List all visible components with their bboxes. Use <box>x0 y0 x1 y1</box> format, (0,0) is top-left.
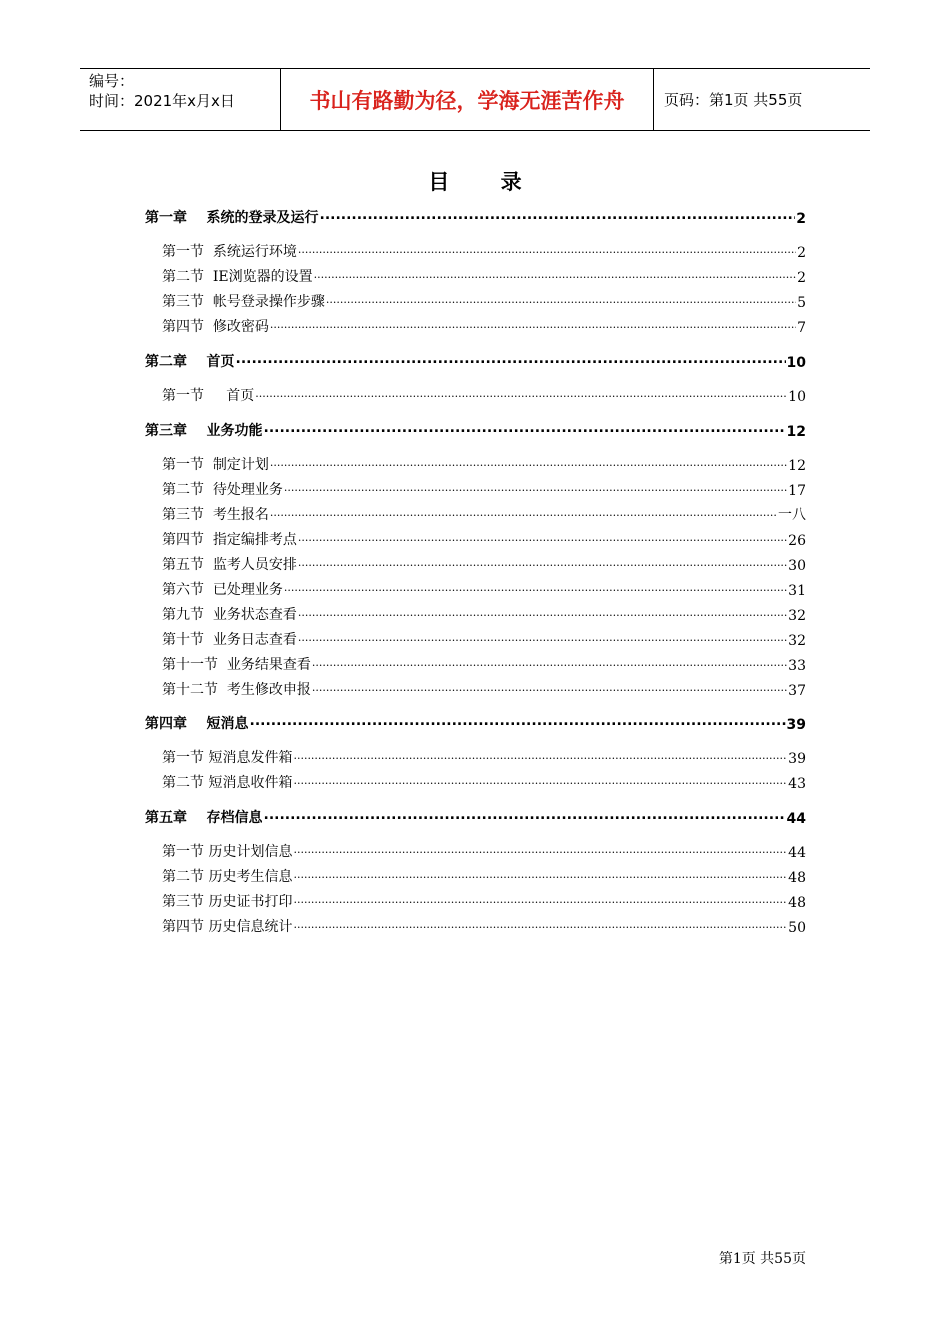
toc-dot-leader <box>298 529 787 545</box>
toc-dot-leader <box>270 454 787 470</box>
toc-entry-title: 第三章 业务功能 <box>145 423 263 439</box>
toc-section-entry[interactable] <box>162 479 806 499</box>
toc-section-entry[interactable] <box>162 841 806 861</box>
toc-dot-leader <box>284 579 787 595</box>
toc-entry-title: 第四节 历史信息统计 <box>162 919 293 935</box>
toc-section-entry[interactable] <box>162 291 806 311</box>
toc-page-number: 48 <box>788 895 806 911</box>
toc-page-number: 2 <box>797 245 806 261</box>
toc-page-number: 2 <box>796 211 806 227</box>
time-label: 时间：2021年x月x日 <box>89 92 235 110</box>
toc-section-entry[interactable] <box>162 266 806 286</box>
toc-dot-leader <box>298 604 787 620</box>
toc-section-entry[interactable] <box>162 579 806 599</box>
toc-dot-leader <box>250 713 786 729</box>
toc-entry-title: 第三节 历史证书打印 <box>162 894 293 910</box>
document-header <box>80 68 870 131</box>
toc-section-entry[interactable] <box>162 504 806 524</box>
header-motto: 书山有路勤为径，学海无涯苦作舟 <box>281 69 654 130</box>
toc-chapter-entry[interactable] <box>145 351 806 371</box>
toc-dot-leader <box>312 654 787 670</box>
toc-page-number: 2 <box>797 270 806 286</box>
toc-section-entry[interactable] <box>162 604 806 624</box>
toc-page-number: 12 <box>786 424 806 440</box>
toc-page-number: 7 <box>797 320 806 336</box>
toc-chapter-entry[interactable] <box>145 807 806 827</box>
toc-page-number: 32 <box>788 633 806 649</box>
toc-entry-title: 第五节 监考人员安排 <box>162 557 297 573</box>
toc-page-number: 26 <box>788 533 806 549</box>
toc-entry-title: 第二章 首页 <box>145 354 235 370</box>
toc-entry-title: 第四节 指定编排考点 <box>162 532 297 548</box>
toc-dot-leader <box>314 266 796 282</box>
toc-dot-leader <box>270 316 796 332</box>
toc-entry-title: 第五章 存档信息 <box>145 810 263 826</box>
toc-page-number: 10 <box>788 389 806 405</box>
toc-dot-leader <box>264 420 786 436</box>
toc-entry-title: 第三节 考生报名 <box>162 507 269 523</box>
toc-page-number: 30 <box>788 558 806 574</box>
toc-dot-leader <box>236 351 786 367</box>
toc-section-entry[interactable] <box>162 916 806 936</box>
toc-section-entry[interactable] <box>162 747 806 767</box>
toc-section-entry[interactable] <box>162 629 806 649</box>
number-label: 编号： <box>89 72 135 90</box>
header-page-label: 页码：第1页 共55页 <box>664 91 803 109</box>
toc-entry-title: 第二节 待处理业务 <box>162 482 283 498</box>
toc-section-entry[interactable] <box>162 385 806 405</box>
toc-chapter-entry[interactable] <box>145 207 806 227</box>
toc-page-number: 一八 <box>778 507 806 523</box>
toc-page-number: 37 <box>788 683 806 699</box>
toc-page-number: 31 <box>788 583 806 599</box>
toc-dot-leader <box>293 891 787 907</box>
header-meta <box>80 69 281 130</box>
toc-page-number: 50 <box>788 920 806 936</box>
toc-section-entry[interactable] <box>162 866 806 886</box>
toc-title: 目 录 <box>428 170 544 194</box>
toc-entry-title: 第十节 业务日志查看 <box>162 632 297 648</box>
toc-entry-title: 第十一节 业务结果查看 <box>162 657 311 673</box>
toc-section-entry[interactable] <box>162 772 806 792</box>
toc-entry-title: 第一节 系统运行环境 <box>162 244 297 260</box>
toc-dot-leader <box>298 554 787 570</box>
toc-entry-title: 第一节 制定计划 <box>162 457 269 473</box>
toc-section-entry[interactable] <box>162 454 806 474</box>
toc-entry-title: 第一章 系统的登录及运行 <box>145 210 319 226</box>
toc-entry-title: 第二节 IE浏览器的设置 <box>162 269 313 285</box>
toc-chapter-entry[interactable] <box>145 713 806 733</box>
toc-entry-title: 第四节 修改密码 <box>162 319 269 335</box>
toc-section-entry[interactable] <box>162 679 806 699</box>
toc-entry-title: 第一节 短消息发件箱 <box>162 750 293 766</box>
toc-dot-leader <box>326 291 796 307</box>
toc-entry-title: 第六节 已处理业务 <box>162 582 283 598</box>
toc-entry-title: 第一节 首页 <box>162 388 255 404</box>
toc-page-number: 12 <box>788 458 806 474</box>
toc-entry-title: 第三节 帐号登录操作步骤 <box>162 294 325 310</box>
toc-page-number: 39 <box>786 717 806 733</box>
toc-section-entry[interactable] <box>162 316 806 336</box>
toc-page-number: 44 <box>788 845 806 861</box>
toc-dot-leader <box>293 772 787 788</box>
toc-dot-leader <box>284 479 787 495</box>
toc-section-entry[interactable] <box>162 241 806 261</box>
toc-page-number: 39 <box>788 751 806 767</box>
toc-dot-leader <box>293 841 787 857</box>
toc-entry-title: 第四章 短消息 <box>145 716 249 732</box>
toc-page-number: 32 <box>788 608 806 624</box>
toc-dot-leader <box>293 866 787 882</box>
toc-dot-leader <box>293 916 787 932</box>
toc-dot-leader <box>264 807 786 823</box>
toc-section-entry[interactable] <box>162 654 806 674</box>
toc-entry-title: 第二节 短消息收件箱 <box>162 775 293 791</box>
toc-dot-leader <box>320 207 796 223</box>
toc-entry-title: 第一节 历史计划信息 <box>162 844 293 860</box>
toc-dot-leader <box>293 747 787 763</box>
toc-page-number: 17 <box>788 483 806 499</box>
toc-page-number: 33 <box>788 658 806 674</box>
toc-page-number: 10 <box>786 355 806 371</box>
toc-section-entry[interactable] <box>162 554 806 574</box>
toc-entry-title: 第十二节 考生修改申报 <box>162 682 311 698</box>
page-footer: 第1页 共55页 <box>718 1251 806 1267</box>
toc-page-number: 5 <box>797 295 806 311</box>
toc-dot-leader <box>270 504 777 520</box>
toc-entry-title: 第九节 业务状态查看 <box>162 607 297 623</box>
toc-entry-title: 第二节 历史考生信息 <box>162 869 293 885</box>
toc-chapter-entry[interactable] <box>145 420 806 440</box>
toc-page-number: 48 <box>788 870 806 886</box>
toc-page-number: 44 <box>786 811 806 827</box>
toc-page-number: 43 <box>788 776 806 792</box>
toc-dot-leader <box>298 629 787 645</box>
toc-dot-leader <box>298 241 796 257</box>
toc-dot-leader <box>255 385 787 401</box>
toc-section-entry[interactable] <box>162 529 806 549</box>
toc-section-entry[interactable] <box>162 891 806 911</box>
toc-dot-leader <box>312 679 787 695</box>
